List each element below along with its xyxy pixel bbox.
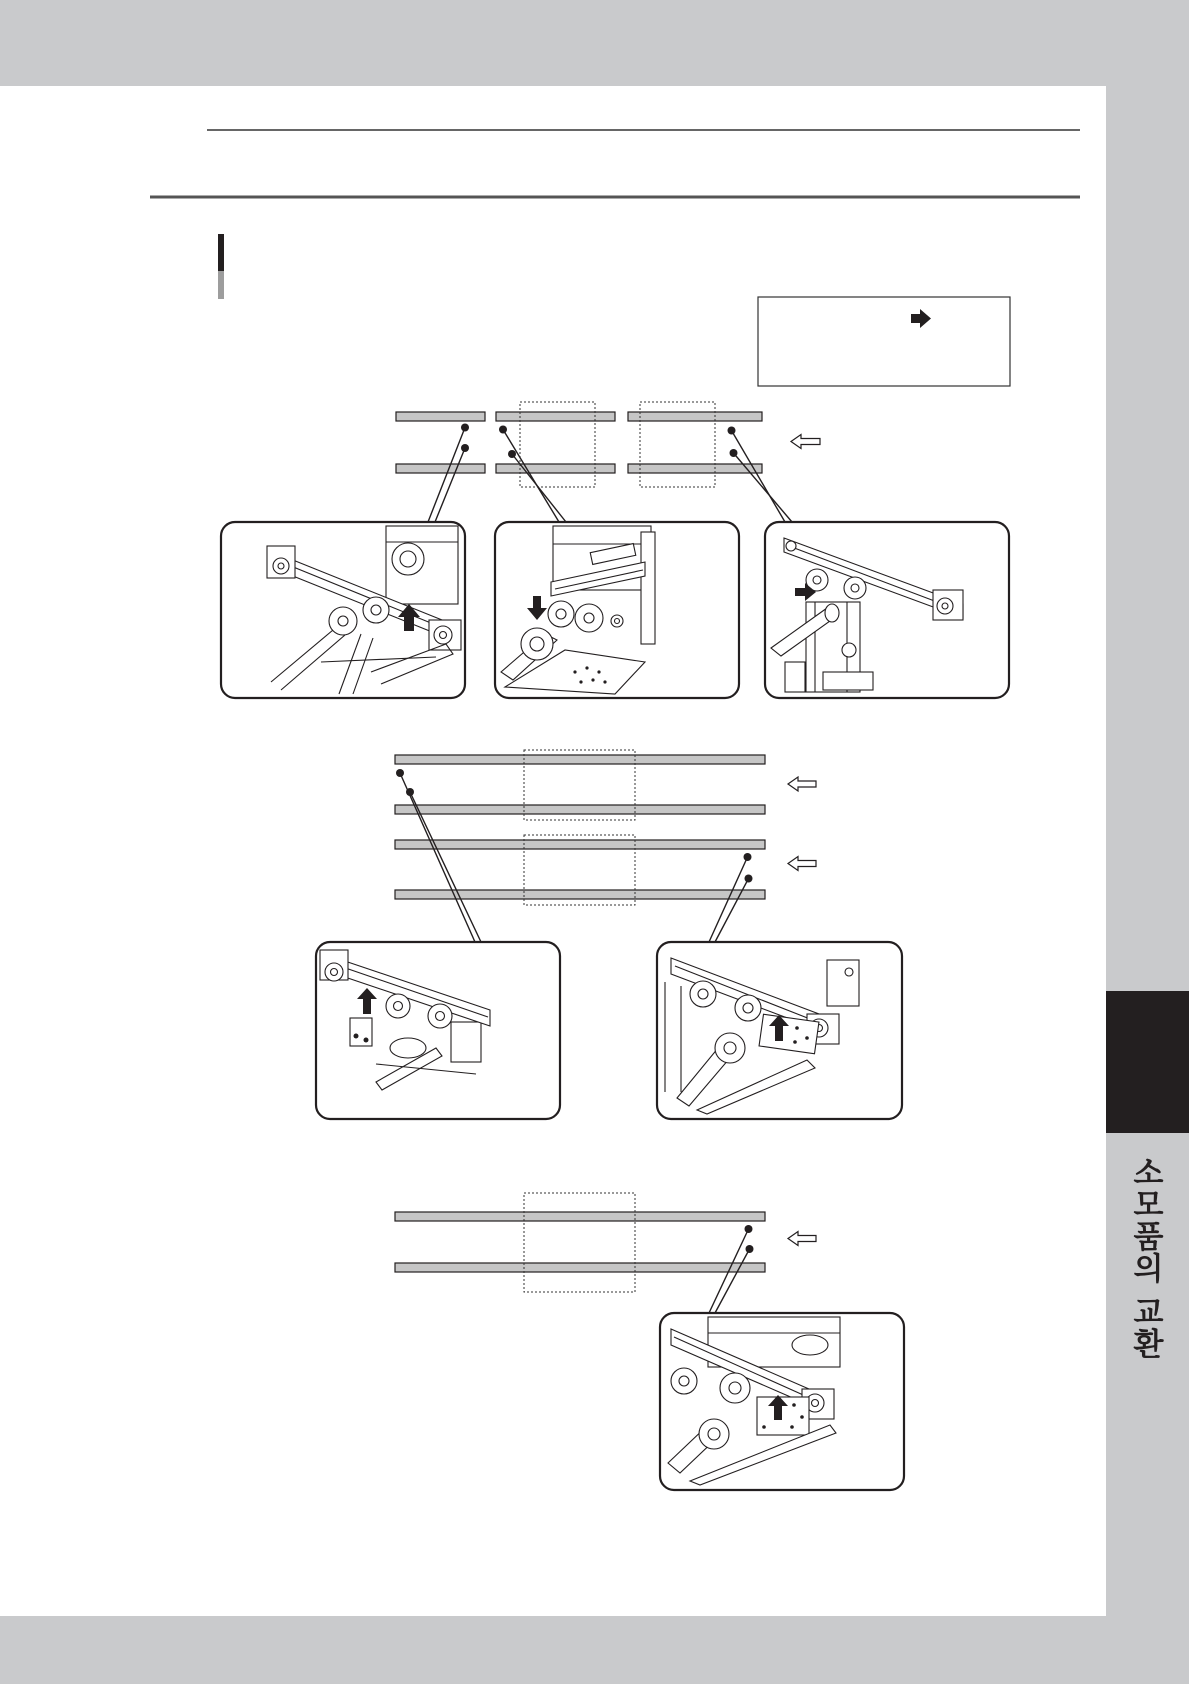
pulley-hub <box>278 563 284 569</box>
plate-hole <box>805 1036 809 1040</box>
plate-hole <box>790 1425 794 1429</box>
belt-bar <box>628 412 762 421</box>
upright <box>641 532 655 644</box>
belt-bar <box>396 412 485 421</box>
pulley-hub <box>812 1400 819 1407</box>
block-hole <box>354 1034 359 1039</box>
machine-frame <box>827 960 859 1006</box>
pulley-hub <box>394 1002 403 1011</box>
bottom-margin-band <box>0 1616 1189 1684</box>
leader-line <box>715 1249 750 1313</box>
pulley-hub <box>556 609 566 619</box>
belt-bar <box>395 1263 765 1272</box>
leader-line <box>715 879 749 943</box>
plate-hole <box>585 666 588 669</box>
base-block <box>823 672 873 690</box>
machine-frame <box>451 1022 481 1062</box>
leader-line <box>400 773 475 942</box>
belt-bar <box>395 840 765 849</box>
pulley-hub <box>440 632 447 639</box>
pulley-hub <box>371 605 381 615</box>
pulley-hub <box>331 969 338 976</box>
plate-hole <box>800 1415 804 1419</box>
cylinder-bore <box>400 551 416 567</box>
belt-bar <box>496 412 615 421</box>
plate-hole <box>792 1403 796 1407</box>
belt-layout-diagram-1 <box>396 402 820 522</box>
leader-line <box>732 431 786 523</box>
top-margin-band <box>0 0 1189 86</box>
callout-a <box>221 522 465 698</box>
cylinder <box>792 1335 828 1355</box>
hollow-left-arrow-icon <box>791 435 820 449</box>
shaft-hub <box>390 1038 426 1058</box>
block-hole <box>364 1038 369 1043</box>
plate-hole <box>793 1040 797 1044</box>
pulley-hub <box>338 616 348 626</box>
leader-line <box>435 448 465 522</box>
leader-line <box>734 453 793 522</box>
pulley-hub <box>679 1376 689 1386</box>
shaft-end <box>825 604 839 622</box>
bolt <box>842 643 856 657</box>
hub-bore <box>708 1428 720 1440</box>
plate-hole <box>597 670 600 673</box>
pulley-hub <box>698 989 708 999</box>
belt-bar <box>395 805 765 814</box>
pulley-hub <box>942 603 948 609</box>
chapter-index-tab <box>1106 991 1189 1133</box>
hollow-left-arrow-icon <box>788 857 816 871</box>
plate-hole <box>573 670 576 673</box>
legend-frame <box>758 297 1010 386</box>
right-margin-strip <box>1106 0 1189 1684</box>
belt-bar <box>395 890 765 899</box>
leader-line <box>503 430 559 523</box>
plate-hole <box>762 1425 766 1429</box>
frame-bolt <box>845 968 853 976</box>
bracket <box>785 662 805 692</box>
plate-hole <box>795 1026 799 1030</box>
pulley-hub <box>743 1003 753 1013</box>
hollow-left-arrow-icon <box>788 777 816 791</box>
belt-bar <box>395 755 765 764</box>
callout-d <box>316 942 560 1119</box>
callout-b <box>495 522 739 698</box>
section-marker-dark <box>218 234 224 271</box>
pulley-hub <box>851 584 859 592</box>
pulley-hub <box>436 1012 445 1021</box>
end-pulley <box>786 541 796 551</box>
belt-layout-diagram-3 <box>395 1193 816 1313</box>
tension-block <box>350 1018 372 1046</box>
belt-bar <box>395 1212 765 1221</box>
belt-layout-diagram-2 <box>395 750 816 942</box>
callout-c <box>765 522 1009 698</box>
dotted-region <box>524 1193 635 1292</box>
legend-box <box>758 297 1010 386</box>
pulley-hub <box>584 613 594 623</box>
plate-hole <box>591 678 594 681</box>
chapter-tab-label: 소모품의 교환 <box>1127 1156 1163 1360</box>
pulley-hub <box>813 576 821 584</box>
plate-hole <box>579 680 582 683</box>
leader-line <box>428 428 465 523</box>
section-marker <box>218 234 224 299</box>
section-marker-light <box>218 271 224 299</box>
hub-bore <box>530 637 544 651</box>
callout-f <box>660 1313 904 1490</box>
belt-bar <box>496 464 615 473</box>
hollow-left-arrow-icon <box>788 1232 816 1246</box>
callout-e <box>657 942 902 1119</box>
bolt-center <box>615 619 620 624</box>
hub-bore <box>724 1042 736 1054</box>
plate-hole <box>603 680 606 683</box>
pulley-hub <box>729 1382 741 1394</box>
belt-bar <box>396 464 485 473</box>
belt-bar <box>628 464 762 473</box>
